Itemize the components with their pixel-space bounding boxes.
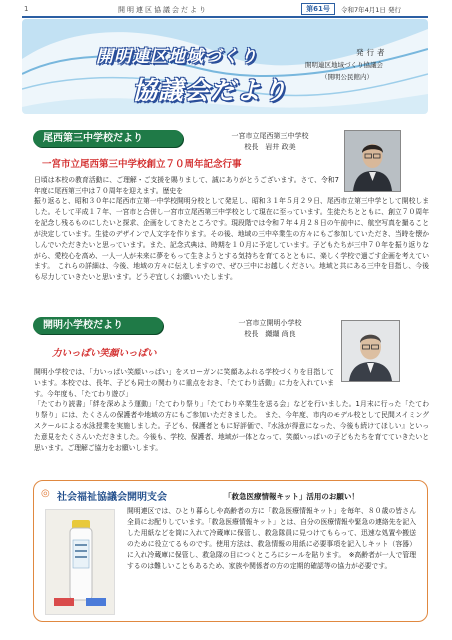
section-heading-junior-high: 尾西第三中学校だより (33, 130, 183, 147)
publisher-label: 発行者 (356, 48, 388, 57)
portrait-illustration (345, 131, 400, 191)
emergency-kit-photo (45, 509, 115, 615)
principal-photo (341, 320, 400, 382)
masthead-title-line2: 協議会だより (132, 76, 289, 105)
publisher-venue: （開明公民館内） (321, 73, 373, 81)
article-subheading-70th: 一宮市立尾西第三中学校創立７０周年記念行事 (42, 159, 242, 170)
article-text-body: 「たてわり読書」「絆を深めよう運動」「たてわり祭り」「たてわり卒業生を送る会」などを行いました。1月末に行った「たてわり祭り」には、たくさんの保護者や地域の方にもご参加いただきました。 また、今年度、市内のモデル校として民間スイミングスクールによる水泳授業を実施しました。子ども、保護者ともに好評価で、『水泳が得意になった、今後も続けてほしい』といった意見をたくさんいただきました。今後も、学校、保護者、地域が一体となって、笑顔いっぱいの子どもたちを育てていきたいと思います。ご理解ご協力をお願いします。 (34, 400, 429, 452)
school-name: 一宮市立尾西第三中学校 (231, 132, 309, 140)
article-text-intro: 開明小学校では、「力いっぱい笑顔いっぱい」をスローガンに笑顔あふれる学校づくりを目指しています。本校では、長年、子ども同士の関わりに重点をおき、「たてわり活動」に力を入れています。今年度も、「たてわり遊び」 (34, 368, 334, 398)
bullet-icon: ◎ (41, 488, 50, 499)
publisher-org: 開明連区地域づくり協議会 (305, 61, 383, 69)
kit-bottle-illustration (46, 510, 114, 614)
header-rule (22, 16, 428, 18)
publish-date: 令和7年4月1日 発行 (341, 6, 401, 14)
principal-photo (344, 130, 401, 192)
principal-name: 校長 纐纈 尚良 (244, 330, 296, 338)
section-heading-elementary: 開明小学校だより (33, 317, 163, 334)
author-affiliation-elementary (205, 318, 335, 340)
school-name: 一宮市立開明小学校 (238, 319, 302, 327)
running-title: 開明連区協議会だより (118, 6, 208, 14)
issue-badge: 第61号 (301, 3, 335, 15)
masthead-title-line1: 開明連区地域づくり (96, 47, 258, 67)
section-heading-welfare: 社会福祉協議会開明支会 (57, 492, 167, 503)
welfare-text-body: 開明連区では、ひとり暮らしや高齢者の方に「救急医療情報キット」を毎年、８０歳の皆さん全員にお配りしています。「救急医療情報キット」とは、自分の医療情報や緊急の連絡先を記入した用紙などを筒に入れて冷蔵庫に保管し、救急隊員に見つけてもらって、迅速な処置や搬送のために役立てるものです。使用方法は、救急情報の用紙に必要事項を記入しキット（容器）に入れ冷蔵庫に保管し、救急隊の目につくところにシールを貼ります。 ※高齢者が一人で管理するのは難しいこともあるため、家族や関係者の方の定期的確認等の協力が必要です。 (127, 507, 416, 570)
article-text-intro: 日頃は本校の教育活動に、ご理解・ご支援を賜りまして、誠にありがとうございます。さて、令和7年度に尾西第三中は７０周年を迎えます。歴史を (34, 176, 339, 195)
article-subheading-slogan: 力いっぱい笑顔いっぱい (52, 348, 157, 359)
author-affiliation-junior-high (205, 131, 335, 153)
portrait-illustration (342, 321, 399, 381)
welfare-subheading: 「救急医療情報キット」活用のお願い！ (224, 492, 359, 501)
article-text-body: 振り返ると、昭和３０年に尾西市立第一中学校開明分校として発足し、昭和３１年５月２９日、尾西市立第三中学として開校しました。そして平成１７年、一宮市と合併し一宮市立尾西第三中学校として現在に至っています。生徒たちとともに、創立７０周年を記念し残るものにしたいと探求、企画をしてきたところです。現段階では令和７年４月２８日の午前中に、航空写真を撮ることが決定しています。生徒のデザインで人文字を作ります。その後、地域の三中卒業生の方々にもご参加していただき、当時を懐かしんでいただきたいと思っています。また、記念式典は、時期を１０月に予定しています。子どもたちが三中７０年を振り返りながら、愛校心を高め、一人一人が未来に夢をもって生きようとする気持ちを育てるとともに、楽しく学校で過ごす企画を考えています。 これらの詳細は、今後、地域の方々に伝えしますので、ぜひ三中にお越しください。地域と共にある三中を目指し、今後も尽力していきたいと思います。どうぞ宜しくお願いいたします。 (34, 197, 429, 282)
page-number: 1 (24, 5, 29, 13)
principal-name: 校長 岩井 政美 (244, 143, 296, 151)
